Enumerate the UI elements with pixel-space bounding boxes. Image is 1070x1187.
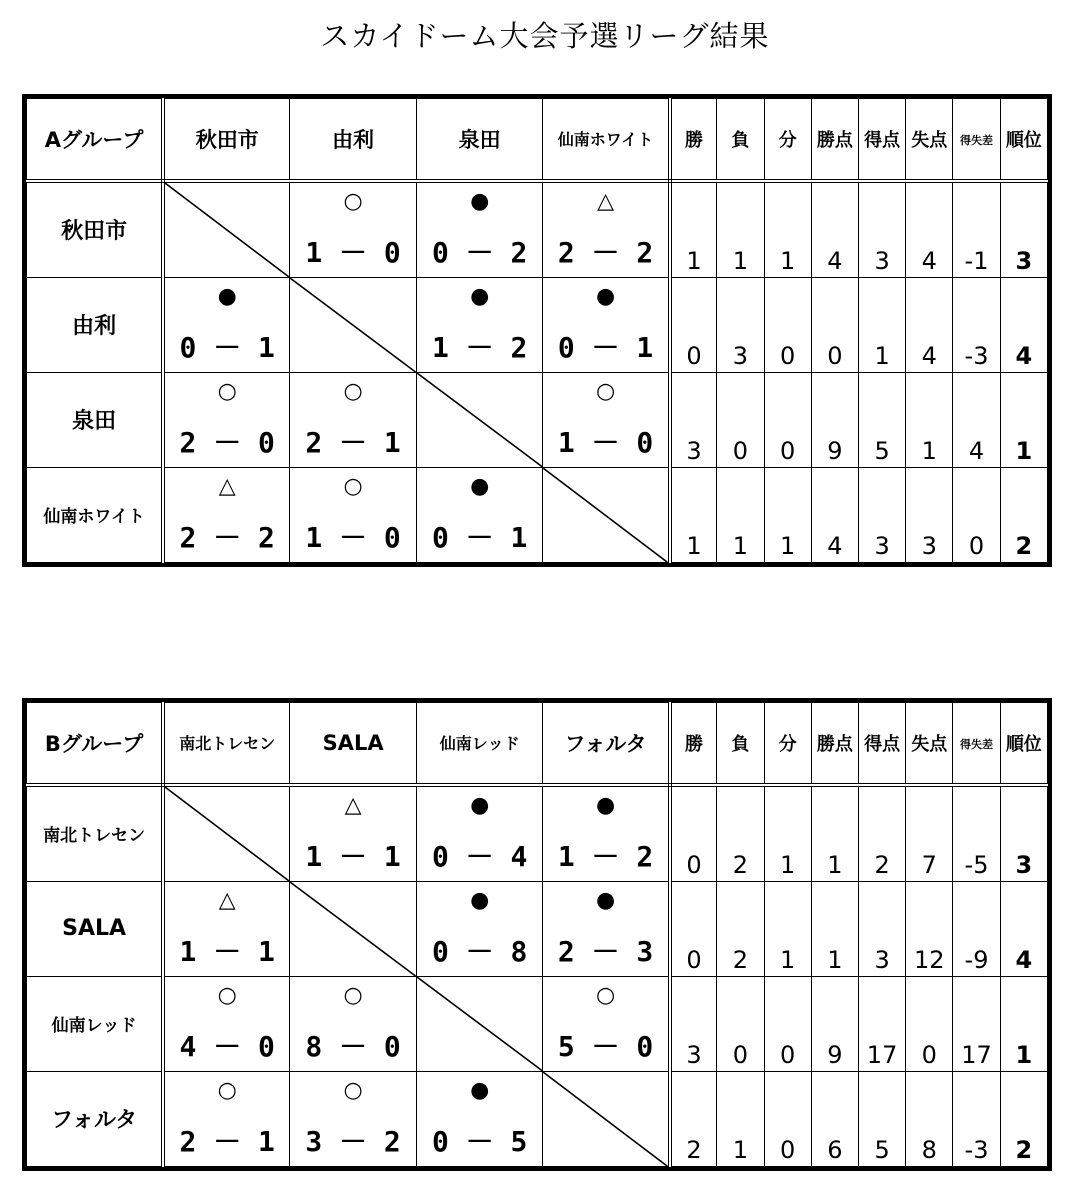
group-label-text: Aグループ <box>44 127 144 152</box>
stat-value: 1 <box>732 1136 749 1164</box>
stat-value: 8 <box>921 1136 937 1164</box>
stat-value: 3 <box>874 246 890 275</box>
match-result-cell <box>163 277 290 372</box>
stat-cell <box>1000 277 1047 372</box>
stat-value: 2 <box>732 850 749 879</box>
stat-cell <box>906 372 953 467</box>
diagonal-slash <box>290 278 416 372</box>
match-score: 4 － 0 <box>179 1029 275 1063</box>
stat-header-text: 負 <box>731 129 750 151</box>
stat-cell <box>858 372 905 467</box>
diagonal-slash <box>290 882 416 976</box>
match-result-cell <box>543 181 670 278</box>
stat-cell <box>764 881 811 976</box>
result-symbol-icon: ● <box>470 188 490 214</box>
stat-value: 4 <box>827 532 843 560</box>
match-result-cell <box>290 181 417 278</box>
stat-cell <box>953 181 1000 278</box>
stat-cell <box>906 1071 953 1166</box>
stat-cell <box>717 467 764 562</box>
self-match-cell <box>163 181 290 278</box>
stat-header-text: 負 <box>731 733 750 755</box>
stat-value: 1 <box>874 341 890 370</box>
stat-cell <box>811 372 858 467</box>
result-symbol-icon: ● <box>217 283 237 309</box>
stat-cell <box>1000 372 1047 467</box>
stat-value: 0 <box>780 1136 796 1164</box>
stat-cell <box>670 1071 717 1166</box>
row-team-header <box>27 277 164 372</box>
match-result-cell <box>416 467 543 562</box>
stat-value: 3 <box>1015 850 1033 879</box>
match-result-cell <box>163 372 290 467</box>
stat-value: -3 <box>964 1136 989 1164</box>
result-symbol-icon: △ <box>597 188 614 214</box>
match-result-cell <box>543 785 670 882</box>
stat-cell <box>953 881 1000 976</box>
stat-header <box>717 99 764 181</box>
stat-cell <box>906 881 953 976</box>
stat-cell <box>670 467 717 562</box>
stat-cell <box>858 181 905 278</box>
stat-value: 3 <box>686 436 702 465</box>
stat-cell <box>953 976 1000 1071</box>
stat-cell <box>811 181 858 278</box>
result-symbol-icon: ● <box>595 283 616 309</box>
row-team-name: 仙南レッド <box>51 1016 137 1037</box>
stat-value: 1 <box>1015 1040 1033 1069</box>
stat-value: -5 <box>964 850 989 879</box>
result-symbol-icon: ○ <box>217 378 237 404</box>
stat-value: 17 <box>866 1040 898 1069</box>
stat-header <box>1000 703 1047 785</box>
stat-value: 0 <box>732 436 749 465</box>
stat-header <box>906 99 953 181</box>
stat-value: 1 <box>921 436 937 465</box>
stat-value: 9 <box>827 1040 843 1069</box>
column-team-header <box>290 703 417 785</box>
stat-value: 1 <box>780 532 796 560</box>
row-team-name: SALA <box>62 916 127 942</box>
match-score: 2 － 0 <box>179 425 275 459</box>
group-a-table <box>22 94 1052 567</box>
match-result-cell <box>416 181 543 278</box>
match-score: 2 － 1 <box>179 1125 275 1158</box>
result-symbol-icon: ○ <box>595 378 616 404</box>
match-score: 1 － 0 <box>557 425 654 459</box>
result-symbol-icon: ○ <box>343 473 363 499</box>
result-symbol-icon: △ <box>218 887 236 913</box>
stat-cell <box>1000 976 1047 1071</box>
stat-value: 4 <box>1015 341 1033 370</box>
stat-value: 17 <box>961 1040 992 1069</box>
stat-value: 4 <box>921 246 937 275</box>
stat-cell <box>953 785 1000 882</box>
stat-value: 1 <box>686 246 702 275</box>
stat-cell <box>953 1071 1000 1166</box>
row-team-header <box>27 881 164 976</box>
group-label <box>27 703 164 785</box>
stat-header <box>764 99 811 181</box>
match-result-cell <box>290 1071 417 1166</box>
stat-value: 3 <box>874 532 890 560</box>
stat-value: 2 <box>686 1136 702 1164</box>
diagonal-slash <box>165 787 289 881</box>
column-team-name: 秋田市 <box>195 127 259 152</box>
stat-cell <box>717 372 764 467</box>
group-label <box>27 99 164 181</box>
row-team-name: フォルタ <box>51 1108 138 1134</box>
column-team-name: 仙南ホワイト <box>557 130 654 150</box>
stat-header <box>764 703 811 785</box>
match-score: 0 － 8 <box>431 934 528 968</box>
stat-value: 5 <box>874 1136 890 1164</box>
stat-header <box>1000 99 1047 181</box>
stat-header-text: 勝 <box>684 129 703 151</box>
stat-cell <box>811 881 858 976</box>
stat-header <box>953 703 1000 785</box>
match-score: 0 － 2 <box>431 235 528 269</box>
stat-value: 3 <box>732 341 749 370</box>
self-match-cell <box>290 881 417 976</box>
table-row <box>27 372 1048 467</box>
stat-cell <box>953 372 1000 467</box>
stat-header-text: 勝点 <box>816 733 853 755</box>
diagonal-slash <box>543 468 667 562</box>
row-team-name: 南北トレセン <box>43 826 146 847</box>
result-symbol-icon: ○ <box>343 982 363 1008</box>
stat-cell <box>764 181 811 278</box>
stat-cell <box>858 881 905 976</box>
row-team-header <box>27 181 164 278</box>
match-score: 1 － 0 <box>305 235 401 269</box>
self-match-cell <box>543 467 670 562</box>
diagonal-slash <box>165 183 289 277</box>
stat-cell <box>858 467 905 562</box>
stat-cell <box>811 1071 858 1166</box>
stat-header-text: 得点 <box>864 733 901 755</box>
result-symbol-icon: ● <box>470 473 490 499</box>
match-score: 1 － 2 <box>431 330 528 364</box>
row-team-name: 泉田 <box>72 409 117 435</box>
stat-value: 1 <box>827 850 843 879</box>
match-score: 2 － 2 <box>179 521 275 554</box>
result-symbol-icon: ● <box>470 792 490 818</box>
column-team-name: 由利 <box>332 127 375 152</box>
diagonal-slash <box>417 977 543 1071</box>
match-score: 2 － 2 <box>557 235 654 269</box>
match-score: 1 － 2 <box>557 839 654 873</box>
stat-header-text: 失点 <box>911 733 948 755</box>
stat-value: 4 <box>968 436 985 465</box>
match-score: 0 － 4 <box>431 839 528 873</box>
stat-cell <box>717 1071 764 1166</box>
result-symbol-icon: ● <box>470 283 490 309</box>
stat-cell <box>906 467 953 562</box>
stat-header <box>811 99 858 181</box>
stat-cell <box>717 181 764 278</box>
stat-header-text: 順位 <box>1005 129 1042 151</box>
stat-cell <box>953 277 1000 372</box>
result-symbol-icon: ○ <box>343 1077 363 1103</box>
stat-cell <box>764 467 811 562</box>
match-score: 1 － 1 <box>179 934 275 968</box>
table-row <box>27 881 1048 976</box>
stat-value: 12 <box>914 945 945 974</box>
match-result-cell <box>416 881 543 976</box>
match-result-cell <box>163 881 290 976</box>
match-score: 2 － 1 <box>305 425 401 459</box>
stat-header-text: 分 <box>778 733 797 755</box>
stat-value: 0 <box>827 341 843 370</box>
match-score: 3 － 2 <box>305 1125 401 1158</box>
stat-value: 1 <box>732 246 749 275</box>
match-result-cell <box>543 881 670 976</box>
match-score: 8 － 0 <box>305 1029 401 1063</box>
stat-cell <box>764 277 811 372</box>
stat-cell <box>764 976 811 1071</box>
self-match-cell <box>543 1071 670 1166</box>
stat-value: 0 <box>686 945 702 974</box>
stat-value: 1 <box>780 246 796 275</box>
stat-cell <box>717 976 764 1071</box>
stat-cell <box>670 881 717 976</box>
stat-header <box>906 703 953 785</box>
stat-value: 0 <box>780 1040 796 1069</box>
stat-cell <box>670 372 717 467</box>
stat-header <box>953 99 1000 181</box>
stat-value: 2 <box>732 945 749 974</box>
stat-header-text: 得失差 <box>960 134 994 148</box>
stat-value: 3 <box>874 945 890 974</box>
stat-value: 4 <box>1015 945 1033 974</box>
stat-value: 4 <box>921 341 937 370</box>
result-symbol-icon: ○ <box>343 378 363 404</box>
diagonal-slash <box>417 373 543 467</box>
result-symbol-icon: ● <box>595 792 616 818</box>
match-score: 0 － 1 <box>557 330 654 364</box>
result-symbol-icon: ● <box>470 887 490 913</box>
match-result-cell <box>290 976 417 1071</box>
table-row <box>27 181 1048 278</box>
row-team-header <box>27 976 164 1071</box>
stat-value: 1 <box>827 945 843 974</box>
stat-cell <box>1000 181 1047 278</box>
stat-cell <box>1000 881 1047 976</box>
stat-header-text: 分 <box>778 129 797 151</box>
stat-cell <box>858 976 905 1071</box>
match-score: 1 － 0 <box>305 521 401 554</box>
stat-header-text: 得点 <box>864 129 901 151</box>
column-team-name: SALA <box>322 730 384 755</box>
stat-cell <box>858 277 905 372</box>
result-symbol-icon: ● <box>595 887 616 913</box>
match-result-cell <box>543 976 670 1071</box>
match-score: 0 － 1 <box>431 521 528 554</box>
table-row <box>27 976 1048 1071</box>
match-result-cell <box>290 785 417 882</box>
match-result-cell <box>163 976 290 1071</box>
match-result-cell <box>163 467 290 562</box>
stat-cell <box>811 976 858 1071</box>
stat-header-text: 勝 <box>684 733 703 755</box>
match-result-cell <box>416 277 543 372</box>
column-team-header <box>416 703 543 785</box>
stat-cell <box>717 881 764 976</box>
stat-cell <box>906 181 953 278</box>
stat-cell <box>670 785 717 882</box>
column-team-header <box>163 99 290 181</box>
stat-cell <box>1000 1071 1047 1166</box>
row-team-header <box>27 372 164 467</box>
stat-value: -9 <box>964 945 989 974</box>
stat-cell <box>764 785 811 882</box>
diagonal-slash <box>543 1072 667 1166</box>
stat-value: 0 <box>921 1040 937 1069</box>
stat-value: 6 <box>827 1136 843 1164</box>
stat-value: 3 <box>1015 246 1033 275</box>
match-result-cell <box>543 277 670 372</box>
stat-header <box>670 703 717 785</box>
match-result-cell <box>290 467 417 562</box>
self-match-cell <box>163 785 290 882</box>
column-team-name: 泉田 <box>458 127 501 152</box>
table-row <box>27 785 1048 882</box>
stat-value: 1 <box>780 850 796 879</box>
row-team-header <box>27 467 164 562</box>
match-score: 0 － 5 <box>431 1125 528 1158</box>
column-team-header <box>290 99 417 181</box>
stat-value: 1 <box>1015 436 1033 465</box>
stat-cell <box>858 785 905 882</box>
stat-cell <box>670 181 717 278</box>
stat-cell <box>953 467 1000 562</box>
stat-cell <box>811 277 858 372</box>
stat-cell <box>1000 467 1047 562</box>
stat-value: 2 <box>874 850 890 879</box>
stat-value: 9 <box>827 436 843 465</box>
stat-cell <box>906 976 953 1071</box>
row-team-name: 仙南ホワイト <box>43 507 145 528</box>
stat-header <box>858 703 905 785</box>
result-symbol-icon: ○ <box>343 188 363 214</box>
column-team-header <box>543 99 670 181</box>
stat-value: -1 <box>964 246 989 275</box>
stat-cell <box>858 1071 905 1166</box>
match-score: 0 － 1 <box>179 330 275 364</box>
stat-value: 3 <box>921 532 937 560</box>
stat-value: 7 <box>921 850 937 879</box>
result-symbol-icon: △ <box>344 792 362 818</box>
table-row <box>27 467 1048 562</box>
stat-value: 0 <box>732 1040 749 1069</box>
self-match-cell <box>416 372 543 467</box>
stat-value: 3 <box>686 1040 702 1069</box>
column-team-header <box>416 99 543 181</box>
stat-cell <box>764 1071 811 1166</box>
match-result-cell <box>543 372 670 467</box>
self-match-cell <box>416 976 543 1071</box>
stat-value: 0 <box>686 341 702 370</box>
group-label-text: Bグループ <box>44 731 144 756</box>
stat-value: 2 <box>1015 1136 1033 1164</box>
result-symbol-icon: ○ <box>217 1077 237 1103</box>
match-score: 1 － 1 <box>305 839 401 873</box>
stat-header-text: 失点 <box>911 129 948 151</box>
match-score: 5 － 0 <box>557 1029 654 1063</box>
result-symbol-icon: ● <box>470 1077 490 1103</box>
match-score: 2 － 3 <box>557 934 654 968</box>
stat-header <box>811 703 858 785</box>
group-b-table <box>22 698 1052 1171</box>
table-row <box>27 1071 1048 1166</box>
match-result-cell <box>290 372 417 467</box>
row-team-header <box>27 785 164 882</box>
stat-value: 0 <box>968 532 985 560</box>
stat-cell <box>811 467 858 562</box>
stat-value: 4 <box>827 246 843 275</box>
stat-value: 1 <box>732 532 749 560</box>
stat-cell <box>670 277 717 372</box>
table-row <box>27 277 1048 372</box>
stat-value: 0 <box>780 436 796 465</box>
stat-cell <box>906 277 953 372</box>
result-symbol-icon: △ <box>218 473 236 499</box>
match-result-cell <box>416 785 543 882</box>
stat-value: 0 <box>780 341 796 370</box>
result-symbol-icon: ○ <box>595 982 616 1008</box>
self-match-cell <box>290 277 417 372</box>
stat-cell <box>717 277 764 372</box>
stat-value: -3 <box>964 341 989 370</box>
stat-value: 1 <box>686 532 702 560</box>
row-team-name: 由利 <box>72 314 117 340</box>
stat-header <box>858 99 905 181</box>
stat-header-text: 順位 <box>1005 733 1042 755</box>
stat-value: 5 <box>874 436 890 465</box>
match-result-cell <box>163 1071 290 1166</box>
stat-cell <box>906 785 953 882</box>
column-team-name: 南北トレセン <box>179 734 276 754</box>
stat-cell <box>717 785 764 882</box>
stat-value: 1 <box>780 945 796 974</box>
stat-cell <box>764 372 811 467</box>
column-team-header <box>543 703 670 785</box>
stat-value: 0 <box>686 850 702 879</box>
stat-header <box>670 99 717 181</box>
column-team-name: 仙南レッド <box>439 734 520 754</box>
match-result-cell <box>416 1071 543 1166</box>
row-team-header <box>27 1071 164 1166</box>
column-team-header <box>163 703 290 785</box>
stat-header-text: 勝点 <box>816 129 853 151</box>
stat-cell <box>670 976 717 1071</box>
stat-cell <box>811 785 858 882</box>
stat-cell <box>1000 785 1047 882</box>
column-team-name: フォルタ <box>564 731 647 756</box>
page-title: スカイドーム大会予選リーグ結果 <box>320 19 770 53</box>
result-symbol-icon: ○ <box>217 982 237 1008</box>
stat-header <box>717 703 764 785</box>
row-team-name: 秋田市 <box>61 219 128 245</box>
stat-value: 2 <box>1015 532 1033 560</box>
stat-header-text: 得失差 <box>960 738 994 752</box>
